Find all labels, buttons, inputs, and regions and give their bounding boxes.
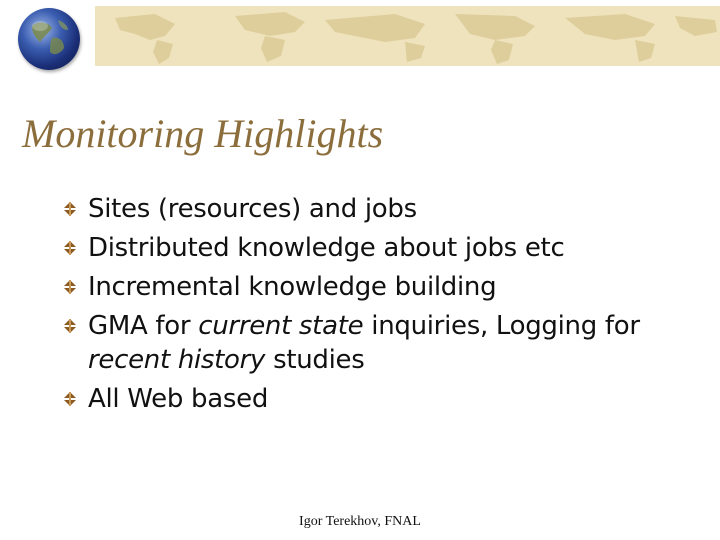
bullet-item (62, 231, 702, 265)
bullet-text-segment: GMA for (88, 311, 199, 341)
bullet-item (62, 382, 702, 416)
world-map-banner (95, 6, 720, 66)
bullet-text-emphasis: recent history (88, 345, 266, 375)
diamond-bullet-icon (62, 318, 78, 334)
page-title: Monitoring Highlights (22, 111, 384, 156)
diamond-bullet-icon (62, 279, 78, 295)
bullet-text-segment: studies (265, 345, 365, 375)
bullet-item (62, 309, 702, 377)
globe-icon (18, 8, 80, 70)
bullet-text: Distributed knowledge about jobs etc (88, 233, 565, 263)
diamond-bullet-icon (62, 240, 78, 256)
diamond-bullet-icon (62, 201, 78, 217)
footer-author: Igor Terekhov, FNAL (299, 514, 421, 529)
bullet-list (62, 192, 702, 421)
diamond-bullet-icon (62, 391, 78, 407)
bullet-item (62, 270, 702, 304)
bullet-text-emphasis: current state (198, 311, 364, 341)
bullet-text: All Web based (88, 384, 269, 414)
bullet-item (62, 192, 702, 226)
bullet-text-segment: inquiries, Logging for (363, 311, 640, 341)
bullet-text: Incremental knowledge building (88, 272, 497, 302)
bullet-text: Sites (resources) and jobs (88, 194, 417, 224)
